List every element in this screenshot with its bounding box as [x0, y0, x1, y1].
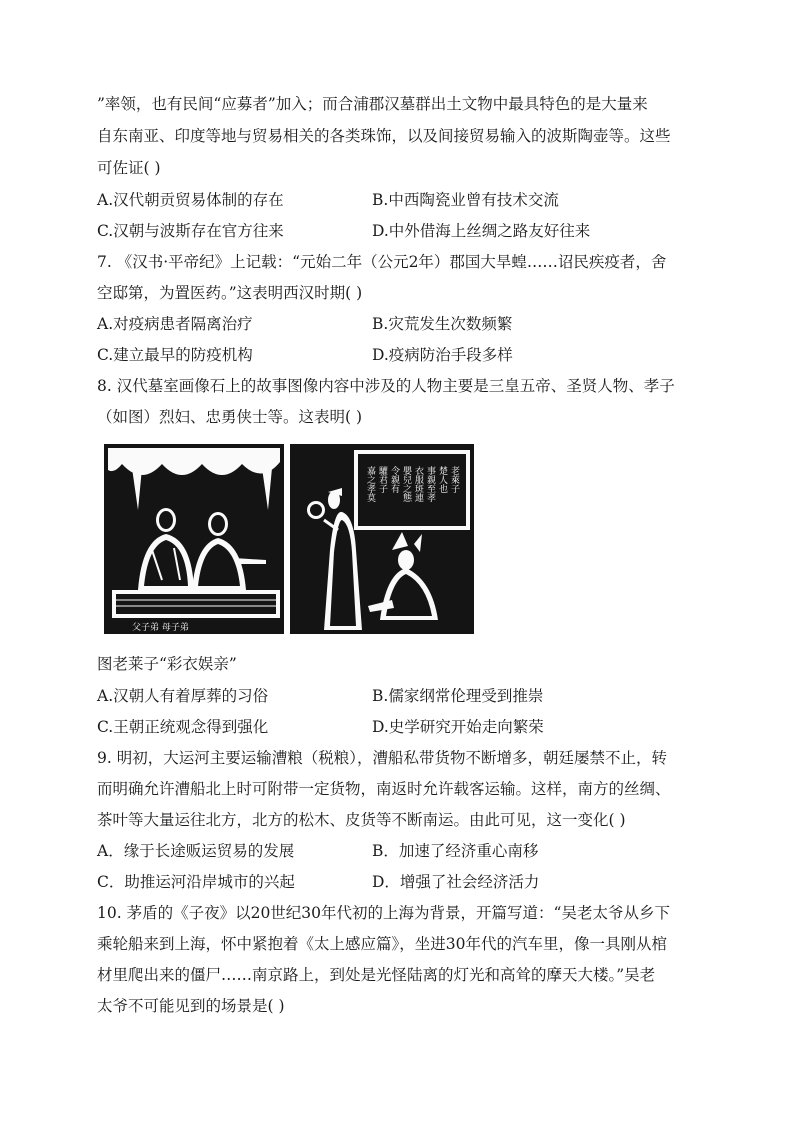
- q6-option-b: B.中西陶瓷业曾有技术交流: [372, 191, 559, 209]
- q6-text-line3: 可佐证( ): [97, 159, 161, 177]
- left-panel-label: 父子弟 母子弟: [132, 623, 189, 633]
- q9-text-line1: 9. 明初，大运河主要运输漕粮（税粮），漕船私带货物不断增多，朝廷屡禁不止，转: [97, 749, 667, 767]
- q8-option-c: C.王朝正统观念得到强化: [97, 718, 269, 736]
- svg-text:令親有: 令親有: [389, 466, 399, 493]
- q8-option-a: A.汉朝人有着厚葬的习俗: [97, 687, 269, 705]
- lao-laizi-relief-figure: [102, 440, 476, 638]
- q9-option-a: A．缘于长途贩运贸易的发展: [97, 842, 295, 860]
- relief-right-panel: [290, 444, 474, 634]
- q6-option-c: C.汉朝与波斯存在官方往来: [97, 222, 284, 240]
- q7-text-line1: 7. 《汉书·平帝纪》上记载：“元始二年（公元2年）郡国大旱蝗……诏民疾疫者，舍: [97, 253, 667, 271]
- q6-text-line1: ”率领，也有民间“应募者”加入；而合浦郡汉墓群出土文物中最具特色的是大量来: [97, 95, 648, 113]
- q6-option-d: D.中外借海上丝绸之路友好往来: [372, 222, 591, 240]
- q8-option-b: B.儒家纲常伦理受到推崇: [372, 687, 544, 705]
- svg-text:老萊子: 老萊子: [449, 466, 459, 493]
- q10-text-line1: 10. 茅盾的《子夜》以20世纪30年代初的上海为背景，开篇写道：“吴老太爷从乡下: [97, 904, 670, 922]
- q10-text-line3: 材里爬出来的僵尸……南京路上，到处是光怪陆离的灯光和高耸的摩天大楼。”吴老: [97, 966, 656, 984]
- svg-text:驩君子: 驩君子: [377, 466, 387, 493]
- q10-text-line2: 乘轮船来到上海，怀中紧抱着《太上感应篇》，坐进30年代的汽车里，像一具刚从棺: [97, 935, 667, 953]
- q7-option-a: A.对疫病患者隔离治疗: [97, 315, 253, 333]
- figure-caption: 图老莱子“彩衣娱亲”: [97, 655, 237, 673]
- svg-text:嬰兒之態: 嬰兒之態: [401, 466, 411, 502]
- q6-text-line2: 自东南亚、印度等地与贸易相关的各类珠饰，以及间接贸易输入的波斯陶壶等。这些: [97, 127, 671, 145]
- q8-text-line1: 8. 汉代墓室画像石上的故事图像内容中涉及的人物主要是三皇五帝、圣贤人物、孝子: [97, 377, 675, 395]
- q9-text-line3: 茶叶等大量运往北方，北方的松木、皮货等不断南运。由此可见，这一变化( ): [97, 811, 626, 829]
- q10-text-line4: 太爷不可能见到的场景是( ): [97, 997, 285, 1015]
- q9-option-b: B．加速了经济重心南移: [372, 842, 539, 860]
- q7-text-line2: 空邸第，为置医药。”这表明西汉时期( ): [97, 284, 363, 302]
- q9-text-line2: 而明确允许漕船北上时可附带一定货物，南返时允许载客运输。这样，南方的丝绸、: [97, 780, 671, 798]
- q8-option-d: D.史学研究开始走向繁荣: [372, 718, 544, 736]
- svg-text:嘉之孝莫: 嘉之孝莫: [365, 466, 375, 502]
- svg-text:衣服斑連: 衣服斑連: [413, 466, 423, 502]
- q7-option-c: C.建立最早的防疫机构: [97, 346, 253, 364]
- relief-left-panel: [104, 444, 284, 634]
- q7-option-d: D.疫病防治手段多样: [372, 346, 513, 364]
- q7-option-b: B.灾荒发生次数频繁: [372, 315, 513, 333]
- svg-text:楚人也: 楚人也: [437, 466, 447, 493]
- q8-text-line2: （如图）烈妇、忠勇侠士等。这表明( ): [97, 408, 363, 426]
- q6-option-a: A.汉代朝贡贸易体制的存在: [97, 191, 284, 209]
- svg-text:事親至孝: 事親至孝: [425, 466, 435, 502]
- q9-option-c: C．助推运河沿岸城市的兴起: [97, 873, 295, 891]
- q9-option-d: D．增强了社会经济活力: [372, 873, 540, 891]
